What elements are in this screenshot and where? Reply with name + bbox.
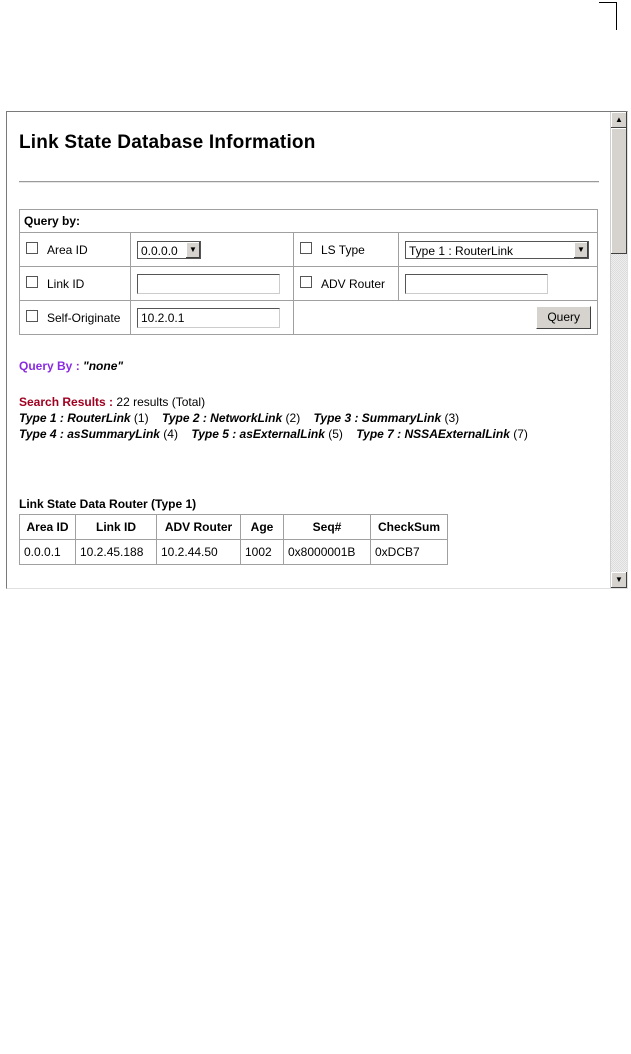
- result-types-row-2: [19, 426, 528, 442]
- result-type-name: Type 1 : RouterLink: [19, 411, 131, 425]
- area-id-checkbox[interactable]: [26, 242, 38, 254]
- scrollbar-thumb[interactable]: [611, 128, 627, 254]
- self-originate-input[interactable]: 10.2.0.1: [137, 308, 280, 328]
- query-by-value: "none": [83, 359, 124, 373]
- result-type-count: (2): [285, 411, 301, 425]
- result-type-count: (4): [163, 427, 178, 441]
- table-cell: 0x8000001B: [284, 540, 371, 565]
- search-results: [19, 394, 528, 442]
- result-type-count: (5): [328, 427, 343, 441]
- adv-router-cell: [294, 267, 399, 301]
- area-id-label: Area ID: [47, 242, 88, 257]
- ls-type-select[interactable]: [405, 241, 589, 259]
- column-header: ADV Router: [157, 515, 241, 540]
- table-cell: 1002: [241, 540, 284, 565]
- chevron-down-icon: ▼: [573, 242, 588, 258]
- link-id-input[interactable]: [137, 274, 280, 294]
- result-type-name: Type 5 : asExternalLink: [191, 427, 325, 441]
- area-id-select[interactable]: [137, 241, 201, 259]
- link-id-checkbox[interactable]: [26, 276, 38, 288]
- lsd-table: [19, 514, 448, 565]
- column-header: CheckSum: [371, 515, 448, 540]
- table-cell: 10.2.45.188: [76, 540, 157, 565]
- link-id-cell: [20, 267, 131, 301]
- title-divider: [19, 181, 599, 183]
- link-id-label: Link ID: [47, 276, 85, 291]
- query-by-label: Query By :: [19, 359, 80, 373]
- column-header: Link ID: [76, 515, 157, 540]
- column-header: Area ID: [20, 515, 76, 540]
- adv-router-input-cell: [399, 267, 598, 301]
- result-type-count: (1): [133, 411, 149, 425]
- query-form: [19, 209, 598, 335]
- table-row: [20, 540, 448, 565]
- query-by-line: [19, 359, 123, 373]
- query-button[interactable]: Query: [536, 306, 591, 329]
- adv-router-label: ADV Router: [321, 276, 386, 291]
- self-originate-input-cell: [131, 301, 294, 335]
- search-results-total: 22 results (Total): [116, 395, 206, 409]
- query-form-header: Query by:: [20, 210, 598, 233]
- table-cell: 0.0.0.1: [20, 540, 76, 565]
- adv-router-checkbox[interactable]: [300, 276, 312, 288]
- column-header: Seq#: [284, 515, 371, 540]
- result-type-count: (3): [444, 411, 460, 425]
- area-id-select-value: 0.0.0.0: [141, 243, 178, 258]
- page-content: [7, 112, 611, 588]
- self-originate-cell: [20, 301, 131, 335]
- adv-router-input[interactable]: [405, 274, 548, 294]
- result-type-name: Type 3 : SummaryLink: [313, 411, 442, 425]
- lsd-table-caption: Link State Data Router (Type 1): [19, 497, 197, 511]
- ls-type-select-value: Type 1 : RouterLink: [409, 243, 514, 258]
- self-originate-checkbox[interactable]: [26, 310, 38, 322]
- result-type-name: Type 4 : asSummaryLink: [19, 427, 160, 441]
- page-title: Link State Database Information: [19, 132, 316, 153]
- table-cell: 10.2.44.50: [157, 540, 241, 565]
- ls-type-cell: [294, 233, 399, 267]
- lsd-table-header-row: [20, 515, 448, 540]
- ls-type-checkbox[interactable]: [300, 242, 312, 254]
- vertical-scrollbar[interactable]: [610, 112, 627, 588]
- page-corner-mark: [599, 2, 617, 30]
- result-type-name: Type 2 : NetworkLink: [161, 411, 283, 425]
- result-type-name: Type 7 : NSSAExternalLink: [356, 427, 510, 441]
- ls-type-select-cell: [399, 233, 598, 267]
- area-id-cell: [20, 233, 131, 267]
- browser-window: [6, 111, 628, 589]
- result-type-count: (7): [513, 427, 528, 441]
- query-button-cell: [294, 301, 598, 335]
- table-cell: 0xDCB7: [371, 540, 448, 565]
- area-id-select-cell: [131, 233, 294, 267]
- link-id-input-cell: [131, 267, 294, 301]
- search-results-label: Search Results :: [19, 395, 114, 409]
- result-types-row-1: [19, 410, 528, 426]
- scroll-down-arrow-icon[interactable]: ▼: [611, 572, 627, 588]
- self-originate-label: Self-Originate: [47, 310, 121, 325]
- scroll-up-arrow-icon[interactable]: ▲: [611, 112, 627, 128]
- chevron-down-icon: ▼: [185, 242, 200, 258]
- ls-type-label: LS Type: [321, 242, 365, 257]
- column-header: Age: [241, 515, 284, 540]
